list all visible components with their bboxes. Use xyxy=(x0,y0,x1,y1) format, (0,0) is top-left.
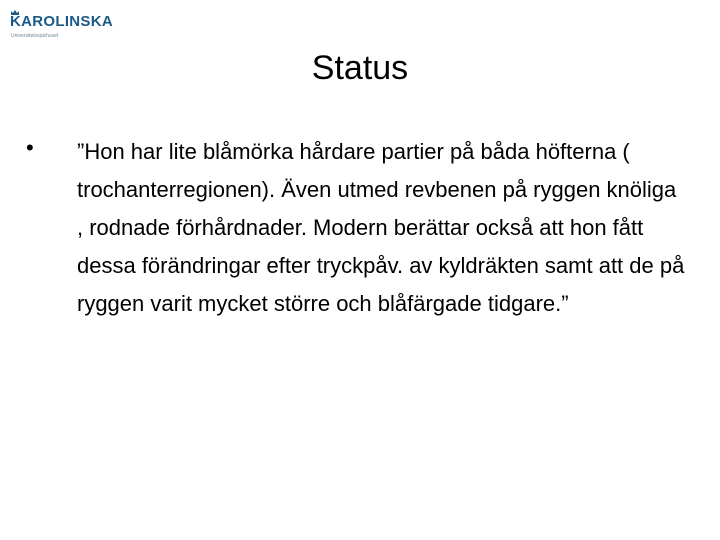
bullet-text: ”Hon har lite blåmörka hårdare partier på båda höfterna ( trochanterregionen). Även utmed revbenen på ryggen knöliga , rodnade förhårdnader. Modern berättar också att hon fått dessa förändringar efter tryckpåv. av kyldräkten samt att de på ryggen varit mycket större och blåfärgade tidgare.” xyxy=(77,139,685,316)
logo-name: KAROLINSKA xyxy=(10,13,113,30)
bullet-marker: • xyxy=(26,135,34,160)
slide-title: Status xyxy=(311,49,409,87)
bullet-list xyxy=(26,133,686,323)
bullet-item xyxy=(26,133,686,323)
logo-subtitle: Universitetssjukhuset xyxy=(11,33,59,39)
karolinska-logo xyxy=(10,9,140,43)
